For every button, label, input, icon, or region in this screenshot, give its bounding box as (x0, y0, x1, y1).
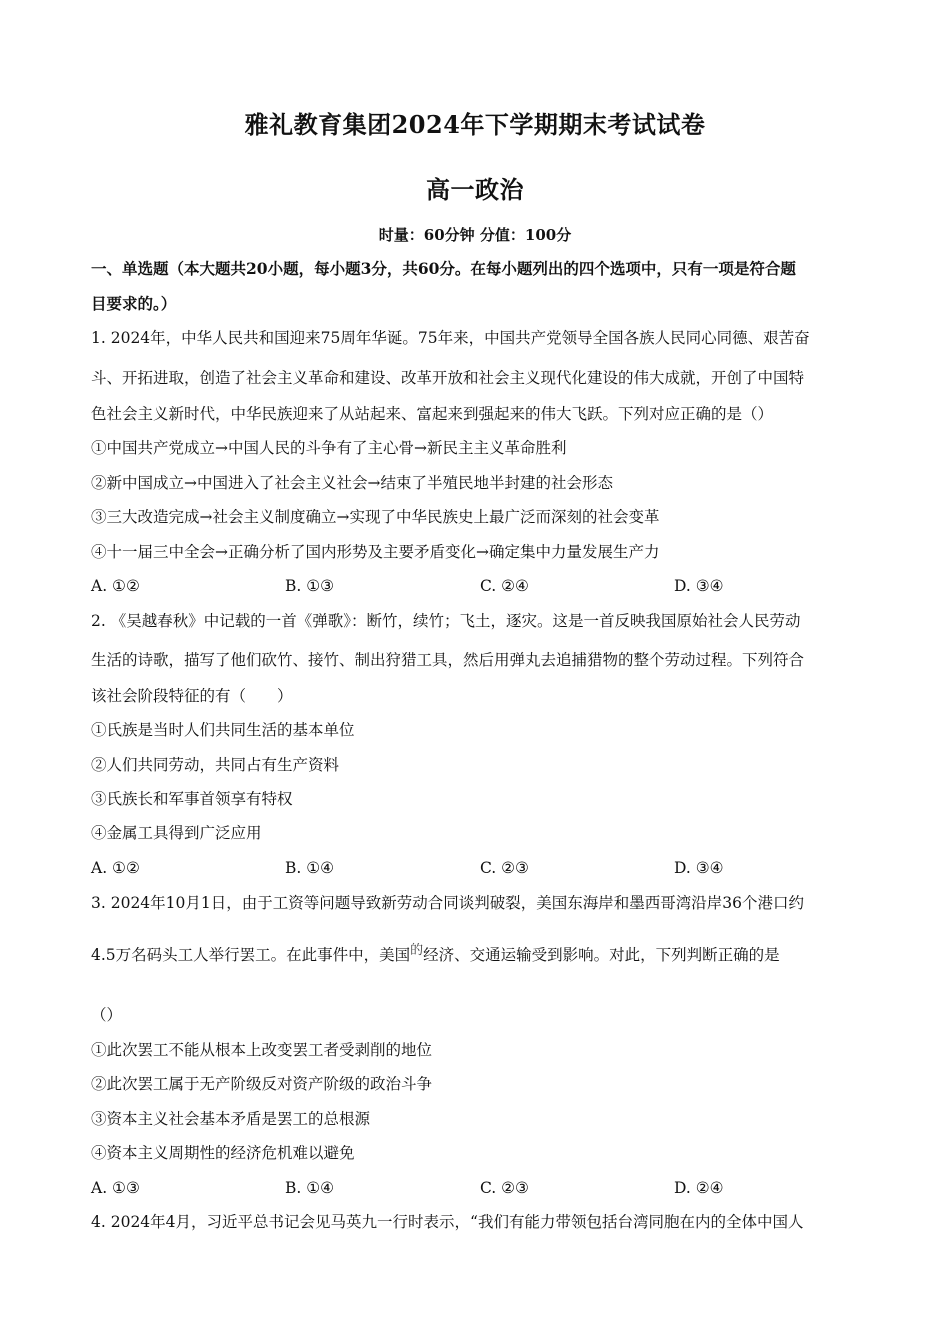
q3-stem-line3: （） (91, 1006, 123, 1024)
q3-stem-line1: 3. 2024年10月1日，由于工资等问题导致新劳动合同谈判破裂，美国东海岸和墨西哥湾沿岸36个港口约 (91, 894, 804, 912)
q1-option-d[interactable]: D. ③④ (674, 577, 724, 595)
q3-stem-line2-before: 4.5万名码头工人举行罢工。在此事件中，美国 (91, 946, 411, 964)
q3-statement-1: ①此次罢工不能从根本上改变罢工者受剥削的地位 (91, 1041, 433, 1059)
q2-stem-line1: 2. 《吴越春秋》中记载的一首《弹歌》：断竹，续竹；飞土，逐灾。这是一首反映我国原始社会人民劳动 (91, 612, 801, 630)
q2-option-c[interactable]: C. ②③ (480, 859, 529, 877)
q1-option-b[interactable]: B. ①③ (285, 577, 335, 595)
exam-title: 雅礼教育集团2024年下学期期末考试试卷 (244, 110, 706, 139)
q1-stem-line3: 色社会主义新时代，中华民族迎来了从站起来、富起来到强起来的伟大飞跃。下列对应正确的是（） (91, 405, 774, 423)
q4-stem-line1: 4. 2024年4月，习近平总书记会见马英九一行时表示，“我们有能力带领包括台湾同胞在内的全体中国人 (91, 1213, 804, 1231)
q2-statement-1: ①氏族是当时人们共同生活的基本单位 (91, 721, 355, 739)
q2-stem-line2: 生活的诗歌，描写了他们砍竹、接竹、制出狩猎工具，然后用弹丸去追捕猎物的整个劳动过程。下列符合 (91, 651, 805, 669)
section-heading-line1: 一、单选题（本大题共20小题，每小题3分，共60分。在每小题列出的四个选项中，只有一项是符合题 (91, 259, 796, 278)
exam-meta: 时量：60分钟 分值：100分 (378, 226, 572, 244)
q2-statement-3: ③氏族长和军事首领享有特权 (91, 790, 293, 808)
q1-options (91, 576, 871, 596)
q1-statement-2: ②新中国成立→中国进入了社会主义社会→结束了半殖民地半封建的社会形态 (91, 474, 613, 492)
section-heading-line2: 目要求的。） (91, 294, 177, 313)
q1-statement-3: ③三大改造完成→社会主义制度确立→实现了中华民族史上最广泛而深刻的社会变革 (91, 508, 660, 526)
q3-stem-line2-after: 经济、交通运输受到影响。对此，下列判断正确的是 (423, 946, 780, 964)
q3-option-d[interactable]: D. ②④ (674, 1179, 724, 1197)
q3-statement-2: ②此次罢工属于无产阶级反对资产阶级的政治斗争 (91, 1075, 433, 1093)
q3-stem-line2 (91, 945, 871, 967)
q2-statement-4: ④金属工具得到广泛应用 (91, 824, 262, 842)
q2-stem-line3: 该社会阶段特征的有（ ） (91, 687, 293, 705)
q2-statement-2: ②人们共同劳动，共同占有生产资料 (91, 756, 340, 774)
q1-option-a[interactable]: A. ①② (91, 577, 140, 595)
q3-stem-line2-raised-char: 的 (410, 943, 424, 958)
q3-statement-4: ④资本主义周期性的经济危机难以避免 (91, 1144, 355, 1162)
q1-stem-line1: 1. 2024年，中华人民共和国迎来75周年华诞。75年来，中国共产党领导全国各族人民同心同德、艰苦奋 (91, 329, 810, 347)
q1-option-c[interactable]: C. ②④ (480, 577, 529, 595)
q2-option-b[interactable]: B. ①④ (285, 859, 335, 877)
q1-statement-1: ①中国共产党成立→中国人民的斗争有了主心骨→新民主主义革命胜利 (91, 439, 567, 457)
q2-option-a[interactable]: A. ①② (91, 859, 140, 877)
q3-option-c[interactable]: C. ②③ (480, 1179, 529, 1197)
q3-option-a[interactable]: A. ①③ (91, 1179, 140, 1197)
exam-subject: 高一政治 (426, 175, 524, 204)
q3-options (91, 1178, 871, 1198)
q2-options (91, 858, 871, 878)
q1-stem-line2: 斗、开拓进取，创造了社会主义革命和建设、改革开放和社会主义现代化建设的伟大成就，开创了中国特 (91, 369, 805, 387)
q1-statement-4: ④十一届三中全会→正确分析了国内形势及主要矛盾变化→确定集中力量发展生产力 (91, 543, 660, 561)
q2-option-d[interactable]: D. ③④ (674, 859, 724, 877)
q3-statement-3: ③资本主义社会基本矛盾是罢工的总根源 (91, 1110, 371, 1128)
q3-option-b[interactable]: B. ①④ (285, 1179, 335, 1197)
